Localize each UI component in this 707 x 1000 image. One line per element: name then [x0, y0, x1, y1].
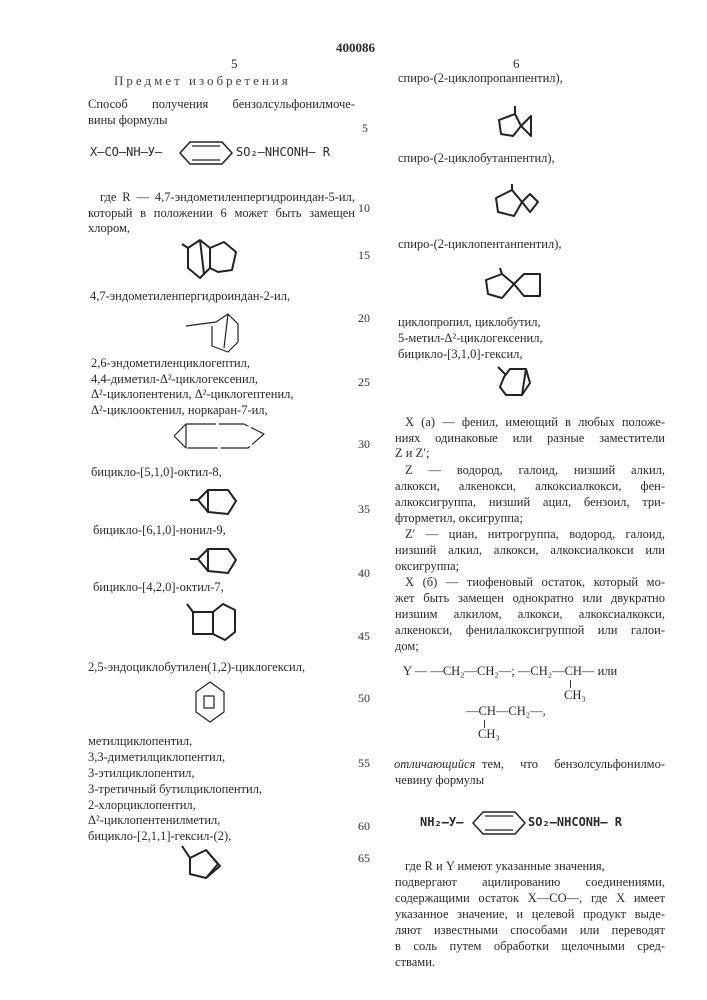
left-text-line: 2-хлорциклопентил,	[88, 798, 196, 813]
right-text-line: ляют известными способами или переводят	[395, 923, 665, 938]
left-text-line: 3-третичный бутилциклопентил,	[88, 782, 262, 797]
formula-2-right: SO₂–NHCONH– R	[528, 815, 622, 830]
line-number: 10	[358, 201, 370, 216]
right-text-line: чевину формулы	[395, 773, 484, 788]
endomethylene-perhydroindan-5-yl-structure	[180, 238, 250, 283]
y-formula-line-1: Y — —CH₂—CH₂—; —CH₂—CH— или	[403, 664, 617, 679]
y-formula-line-2: —CH—CH₂—,	[466, 704, 546, 719]
formula-1-right: SO₂–NHCONH– R	[236, 145, 330, 160]
right-text-line: низший алкил, алкокси, алкоксиалкокси или	[395, 543, 665, 558]
left-text-line: Δ²-циклопентенилметил,	[88, 813, 220, 828]
left-text-line: 2,6-эндометиленциклогептил,	[91, 356, 250, 371]
right-text-line: X (б) — тиофеновый остаток, который мо-	[405, 575, 665, 590]
patent-number: 400086	[336, 40, 375, 56]
right-text-line: содержащими остаток X—CO—, где X имеет	[395, 891, 665, 906]
right-text-line: спиро-(2-циклопентанпентил),	[398, 237, 562, 252]
line-number: 30	[358, 437, 370, 452]
left-text-line: 3-этилциклопентил,	[88, 766, 195, 781]
line-number: 55	[358, 756, 370, 771]
line-number: 65	[358, 851, 370, 866]
left-text-line: 4,7-эндометиленпергидроиндан-2-ил,	[90, 289, 290, 304]
line-number: 35	[358, 502, 370, 517]
bicyclo-211-hexyl-structure	[180, 840, 240, 885]
line-number: 50	[358, 691, 370, 706]
line-number: 5	[362, 121, 368, 136]
right-text-line: где R и Y имеют указанные значения,	[405, 859, 605, 874]
bicyclooctyl-structure	[188, 486, 248, 518]
left-text-line: бицикло-[4,2,0]-октил-7,	[93, 580, 224, 595]
y-formula-ch3-b: CH₃	[478, 727, 500, 742]
left-text-line: Δ²-циклопентенил, Δ²-циклогептенил,	[91, 387, 294, 402]
line-number: 60	[358, 819, 370, 834]
right-text-line: жет быть замещен однократно или двукратно	[395, 591, 665, 606]
left-text-line: 2,5-эндоциклобутилен(1,2)-циклогексил,	[88, 660, 305, 675]
right-text-line: ствами.	[395, 955, 435, 970]
left-text-line: вины формулы	[88, 113, 167, 128]
formula-2-left: NH₂–У–	[420, 815, 463, 830]
right-text-line: Z′ — циан, нитрогруппа, водород, галоид,	[405, 527, 665, 542]
line-number: 40	[358, 566, 370, 581]
right-text-line: подвергают ацилированию соединениями,	[395, 875, 665, 890]
left-text-line: Способ получения бензолсульфонилмоче-	[88, 97, 355, 112]
spirocyclopentanepentyl-structure	[484, 266, 554, 304]
left-text-line: бицикло-[5,1,0]-октил-8,	[91, 465, 222, 480]
benzene-ring-icon	[465, 810, 535, 836]
left-text-line: 4,4-диметил-Δ²-циклогексенил,	[91, 372, 258, 387]
section-title: Предмет изобретения	[114, 73, 291, 89]
formula-1-left: X–CO–NH–У–	[90, 145, 162, 160]
left-text-line: который в положении 6 может быть замещен	[88, 206, 355, 221]
right-text-line: спиро-(2-циклобутанпентил),	[398, 151, 555, 166]
benzene-ring-icon	[172, 140, 242, 166]
left-text-line: 3,3-диметилциклопентил,	[88, 750, 225, 765]
left-text-line: метилциклопентил,	[88, 734, 192, 749]
left-page-number: 5	[231, 56, 238, 72]
norcaranyl-structure	[172, 420, 272, 452]
right-text-line: в соль путем обработки щелочными сред-	[395, 939, 665, 954]
right-text-line: фторметил, оксигруппа;	[395, 511, 523, 526]
right-text-line: Z и Z′;	[395, 446, 429, 461]
right-text-line: оксигруппа;	[395, 559, 459, 574]
right-page-number: 6	[513, 56, 520, 72]
spirocyclopropanepentyl-structure	[495, 104, 545, 144]
spirocyclobutanepentyl-structure	[492, 182, 547, 222]
right-text-line: тем, что бензолсульфонилмо-	[482, 757, 665, 772]
distinguishing-word: отличающийся	[394, 757, 475, 772]
left-text-line: Δ²-циклооктенил, норкаран-7-ил,	[91, 403, 268, 418]
right-text-line: алкоксигруппа, низший ацил, бензоил, три-	[395, 495, 665, 510]
right-text-line: указанное значение, и целевой продукт выде-	[395, 907, 665, 922]
right-text-line: низшим алкилом, алкокси, алкоксиалкокси,	[395, 607, 665, 622]
right-text-line: X (а) — фенил, имеющий в любых положе-	[405, 415, 665, 430]
left-text-line: хлором,	[88, 221, 130, 236]
line-number: 45	[358, 629, 370, 644]
right-text-line: бицикло-[3,1,0]-гексил,	[398, 347, 523, 362]
right-text-line: циклопропил, циклобутил,	[398, 315, 541, 330]
right-text-line: алкенокси, фенилалкоксигруппой или галои-	[395, 623, 665, 638]
right-text-line: дом;	[395, 639, 419, 654]
endocyclobutylene-cyclohexyl-structure	[190, 680, 230, 725]
line-number: 15	[358, 248, 370, 263]
line-number: 25	[358, 375, 370, 390]
left-text-line: бицикло-[6,1,0]-нонил-9,	[93, 523, 226, 538]
right-text-line: ниях одинаковые или разные заместители	[395, 431, 665, 446]
bicyclo-420-octyl-structure	[185, 600, 255, 650]
bicyclononyl-structure	[188, 545, 248, 577]
line-number: 20	[358, 311, 370, 326]
bicyclo-310-hexyl-structure	[496, 365, 546, 403]
left-text-line: бицикло-[2,1,1]-гексил-(2),	[88, 829, 231, 844]
endomethylene-perhydroindan-2-yl-structure	[182, 308, 252, 356]
y-formula-ch3-a: CH₃	[564, 688, 586, 703]
right-text-line: алкокси, алкенокси, алкоксиалкокси, фен-	[395, 479, 665, 494]
right-text-line: 5-метил-Δ²-циклогексенил,	[398, 331, 543, 346]
right-text-line: Z — водород, галоид, низший алкил,	[405, 463, 665, 478]
bond-line	[570, 680, 571, 688]
right-text-line: спиро-(2-циклопропанпентил),	[398, 71, 563, 86]
left-text-line: где R — 4,7-эндометиленпергидроиндан-5-ил,	[100, 190, 355, 205]
